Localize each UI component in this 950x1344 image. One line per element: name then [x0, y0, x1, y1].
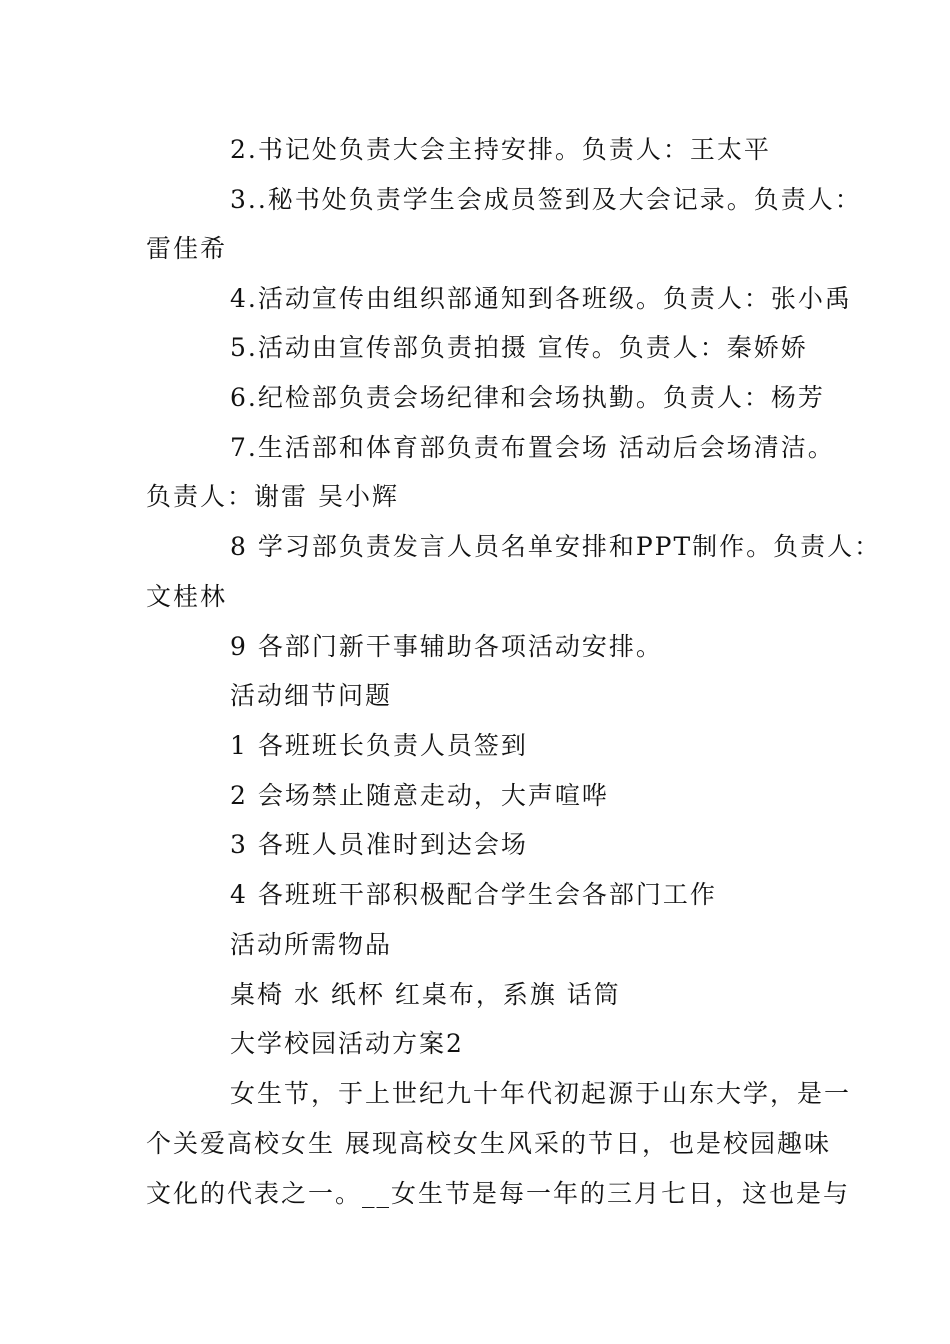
- paragraph-line: 雷佳希: [146, 234, 228, 263]
- paragraph-line: 4.活动宣传由组织部通知到各班级。负责人：张小禹: [230, 284, 852, 313]
- paragraph-line: 8 学习部负责发言人员名单安排和PPT制作。负责人：: [230, 532, 882, 561]
- list-item: 3 各班人员准时到达会场: [230, 830, 528, 859]
- paragraph-line: 女生节，于上世纪九十年代初起源于山东大学，是一: [230, 1079, 852, 1108]
- paragraph-line: 5.活动由宣传部负责拍摄 宣传。负责人：秦娇娇: [230, 333, 808, 362]
- paragraph-line: 文桂林: [146, 582, 228, 611]
- section-heading: 活动所需物品: [230, 930, 393, 959]
- paragraph-line: 2.书记处负责大会主持安排。负责人：王太平: [230, 135, 771, 164]
- paragraph-line: 负责人：谢雷 吴小辉: [146, 482, 399, 511]
- list-item: 1 各班班长负责人员签到: [230, 731, 528, 760]
- paragraph-line: 文化的代表之一。__女生节是每一年的三月七日，这也是与: [146, 1179, 851, 1208]
- paragraph-line: 桌椅 水 纸杯 红桌布，系旗 话筒: [230, 980, 621, 1009]
- list-item: 2 会场禁止随意走动，大声喧哗: [230, 781, 609, 810]
- section-heading: 活动细节问题: [230, 681, 393, 710]
- paragraph-line: 6.纪检部负责会场纪律和会场执勤。负责人：杨芳: [230, 383, 825, 412]
- paragraph-line: 3..秘书处负责学生会成员签到及大会记录。负责人：: [230, 185, 862, 214]
- paragraph-line: 9 各部门新干事辅助各项活动安排。: [230, 632, 663, 661]
- paragraph-line: 7.生活部和体育部负责布置会场 活动后会场清洁。: [230, 433, 835, 462]
- list-item: 4 各班班干部积极配合学生会各部门工作: [230, 880, 717, 909]
- paragraph-line: 个关爱高校女生 展现高校女生风采的节日，也是校园趣味: [146, 1129, 831, 1158]
- section-heading: 大学校园活动方案2: [230, 1029, 464, 1058]
